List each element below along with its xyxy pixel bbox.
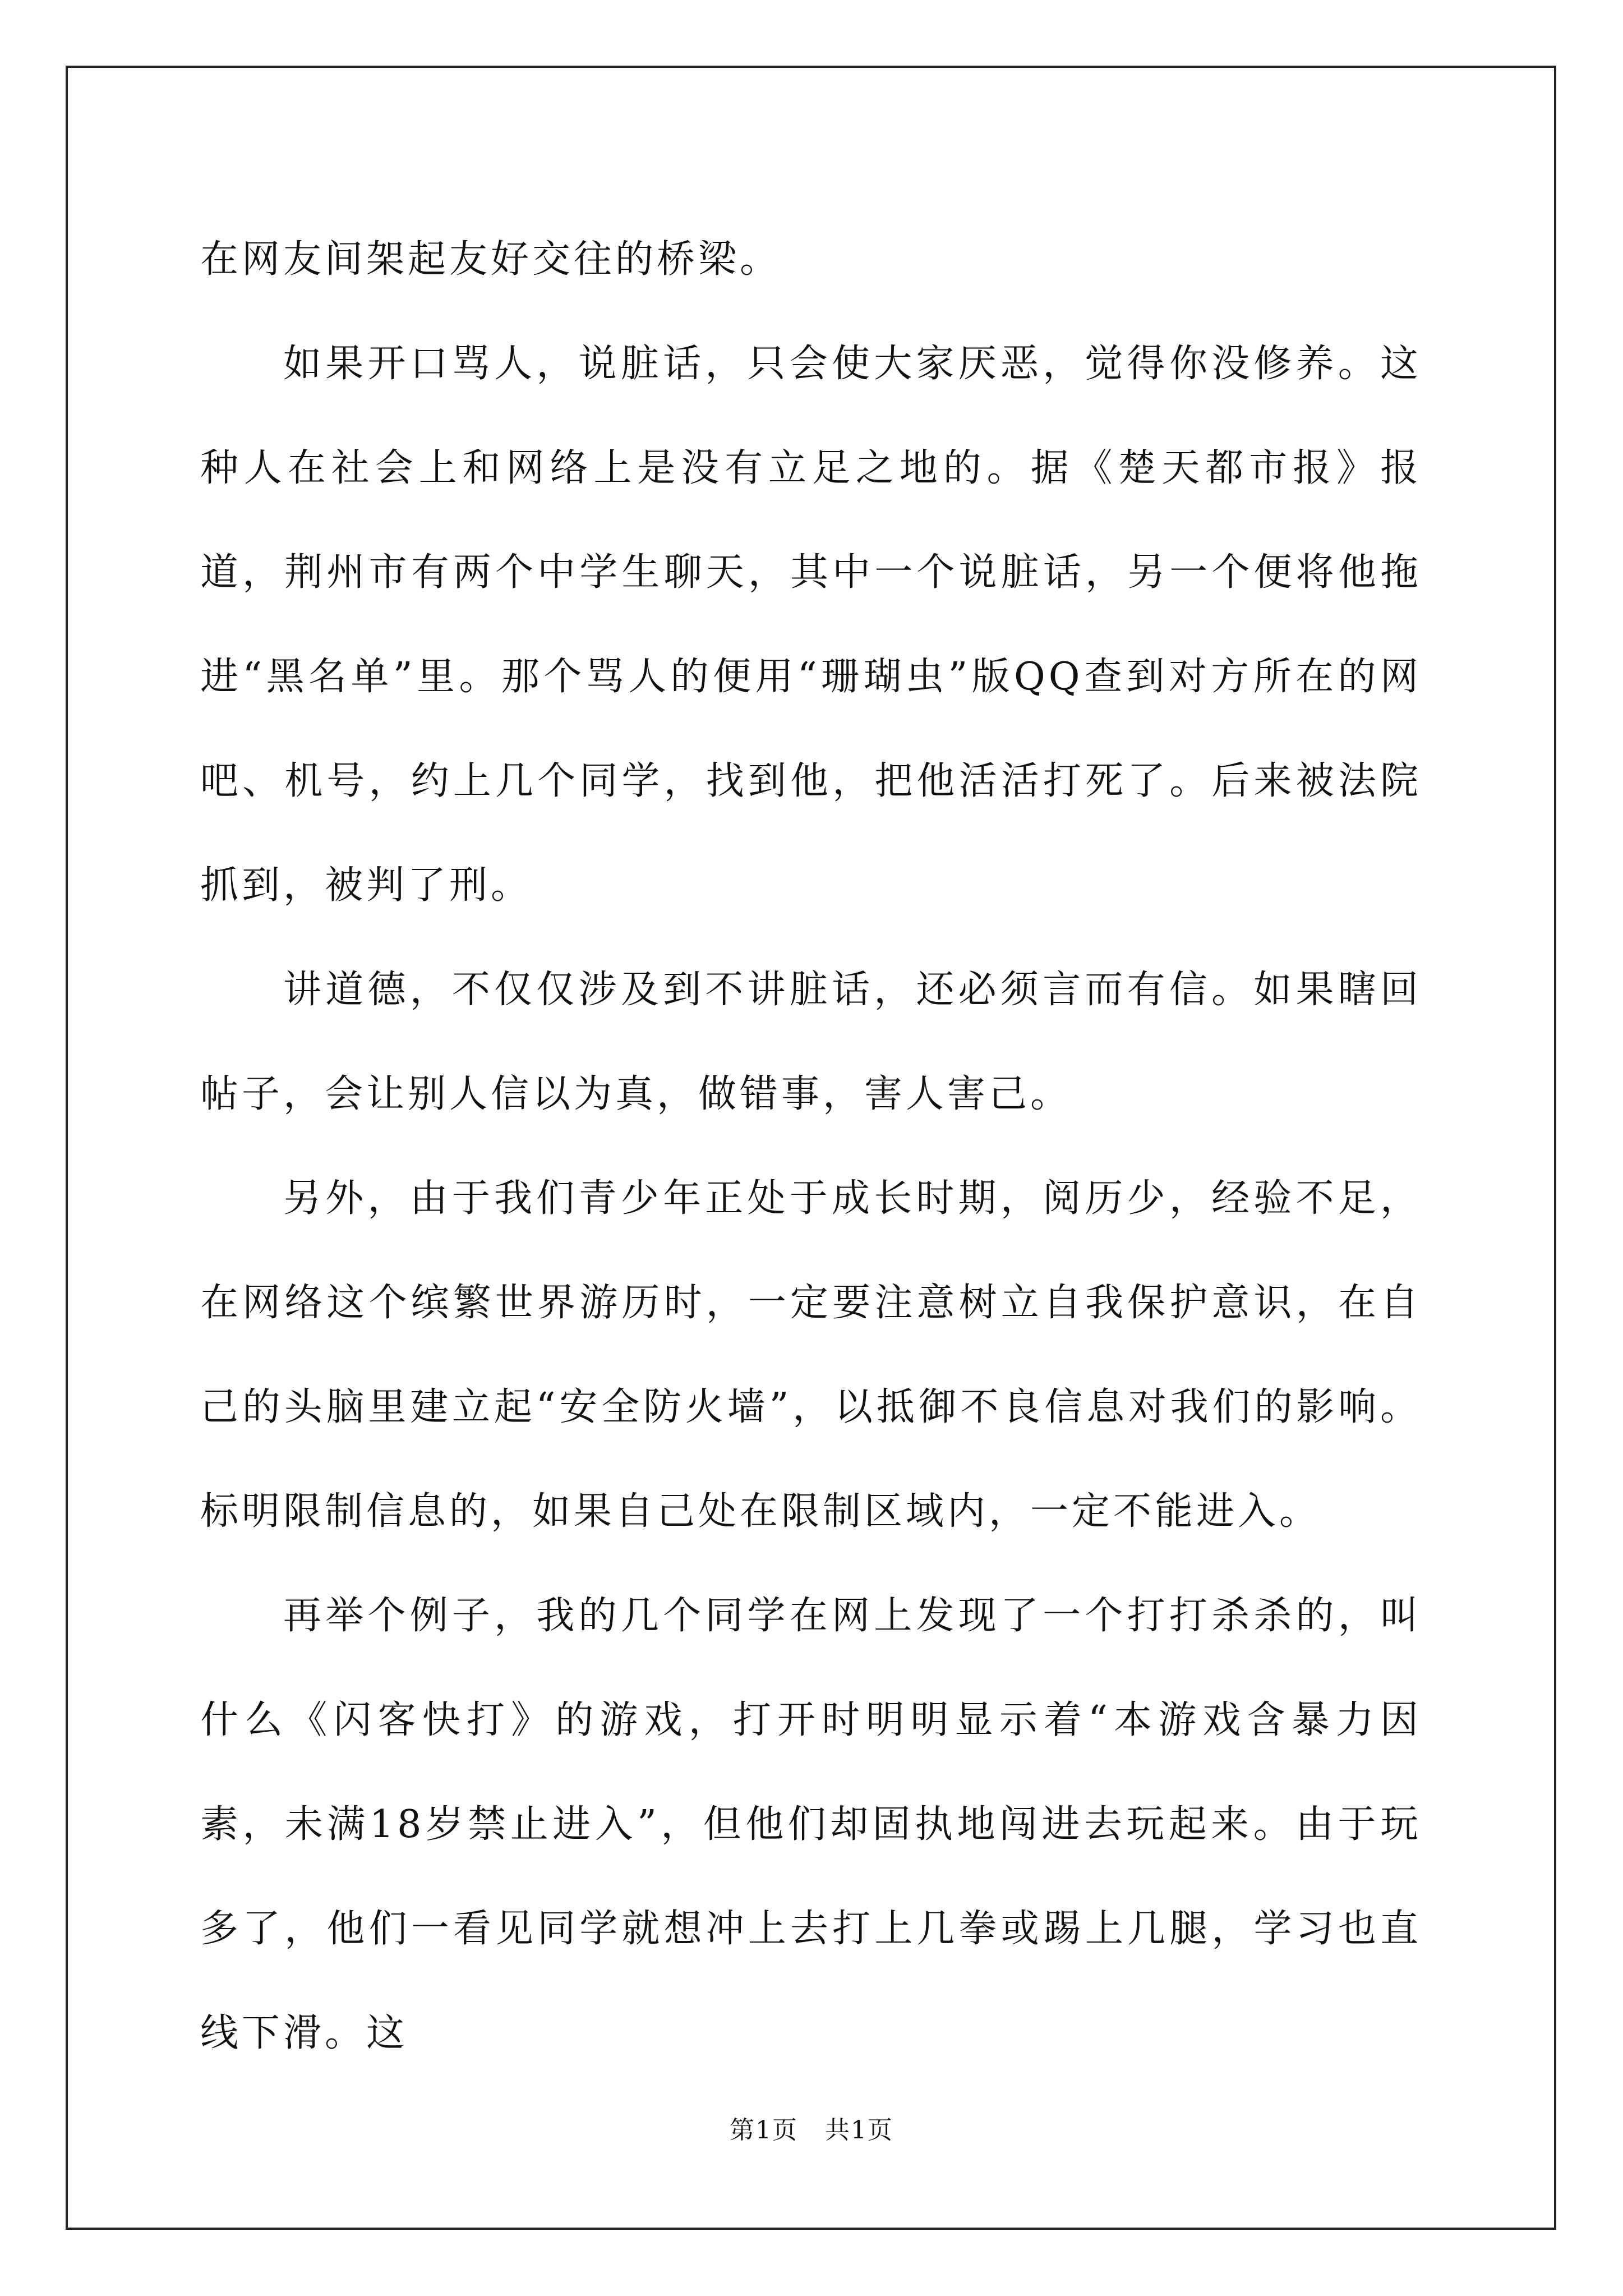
page-total: 共1页 [825,2116,893,2145]
paragraph-5: 再举个例子，我的几个同学在网上发现了一个打打杀杀的，叫什么《闪客快打》的游戏，打开时明明显示着“本游戏含暴力因素，未满18岁禁止进入”，但他们却固执地闯进去玩起来。由于玩多了，他们一看见同学就想冲上去打上几拳或踢上几腿，学习也直线下滑。这 [200,1594,1422,2055]
paragraph-3: 讲道德，不仅仅涉及到不讲脏话，还必须言而有信。如果瞎回帖子，会让别人信以为真，做错事，害人害己。 [200,968,1422,1116]
page-footer [0,2114,1623,2147]
paragraph-4: 另外，由于我们青少年正处于成长时期，阅历少，经验不足，在网络这个缤繁世界游历时，一定要注意树立自我保护意识，在自己的头脑里建立起“安全防火墙”，以抵御不良信息对我们的影响。标明限制信息的，如果自己处在限制区域内，一定不能进入。 [200,1176,1422,1534]
document-body [200,208,1422,2086]
paragraph-1: 在网友间架起友好交往的桥梁。 [200,237,782,282]
page-number: 第1页 [730,2116,798,2145]
paragraph-2: 如果开口骂人，说脏话，只会使大家厌恶，觉得你没修养。这种人在社会上和网络上是没有立足之地的。据《楚天都市报》报道，荆州市有两个中学生聊天，其中一个说脏话，另一个便将他拖进“黑名单”里。那个骂人的便用“珊瑚虫”版QQ查到对方所在的网吧、机号，约上几个同学，找到他，把他活活打死了。后来被法院抓到，被判了刑。 [200,342,1422,908]
